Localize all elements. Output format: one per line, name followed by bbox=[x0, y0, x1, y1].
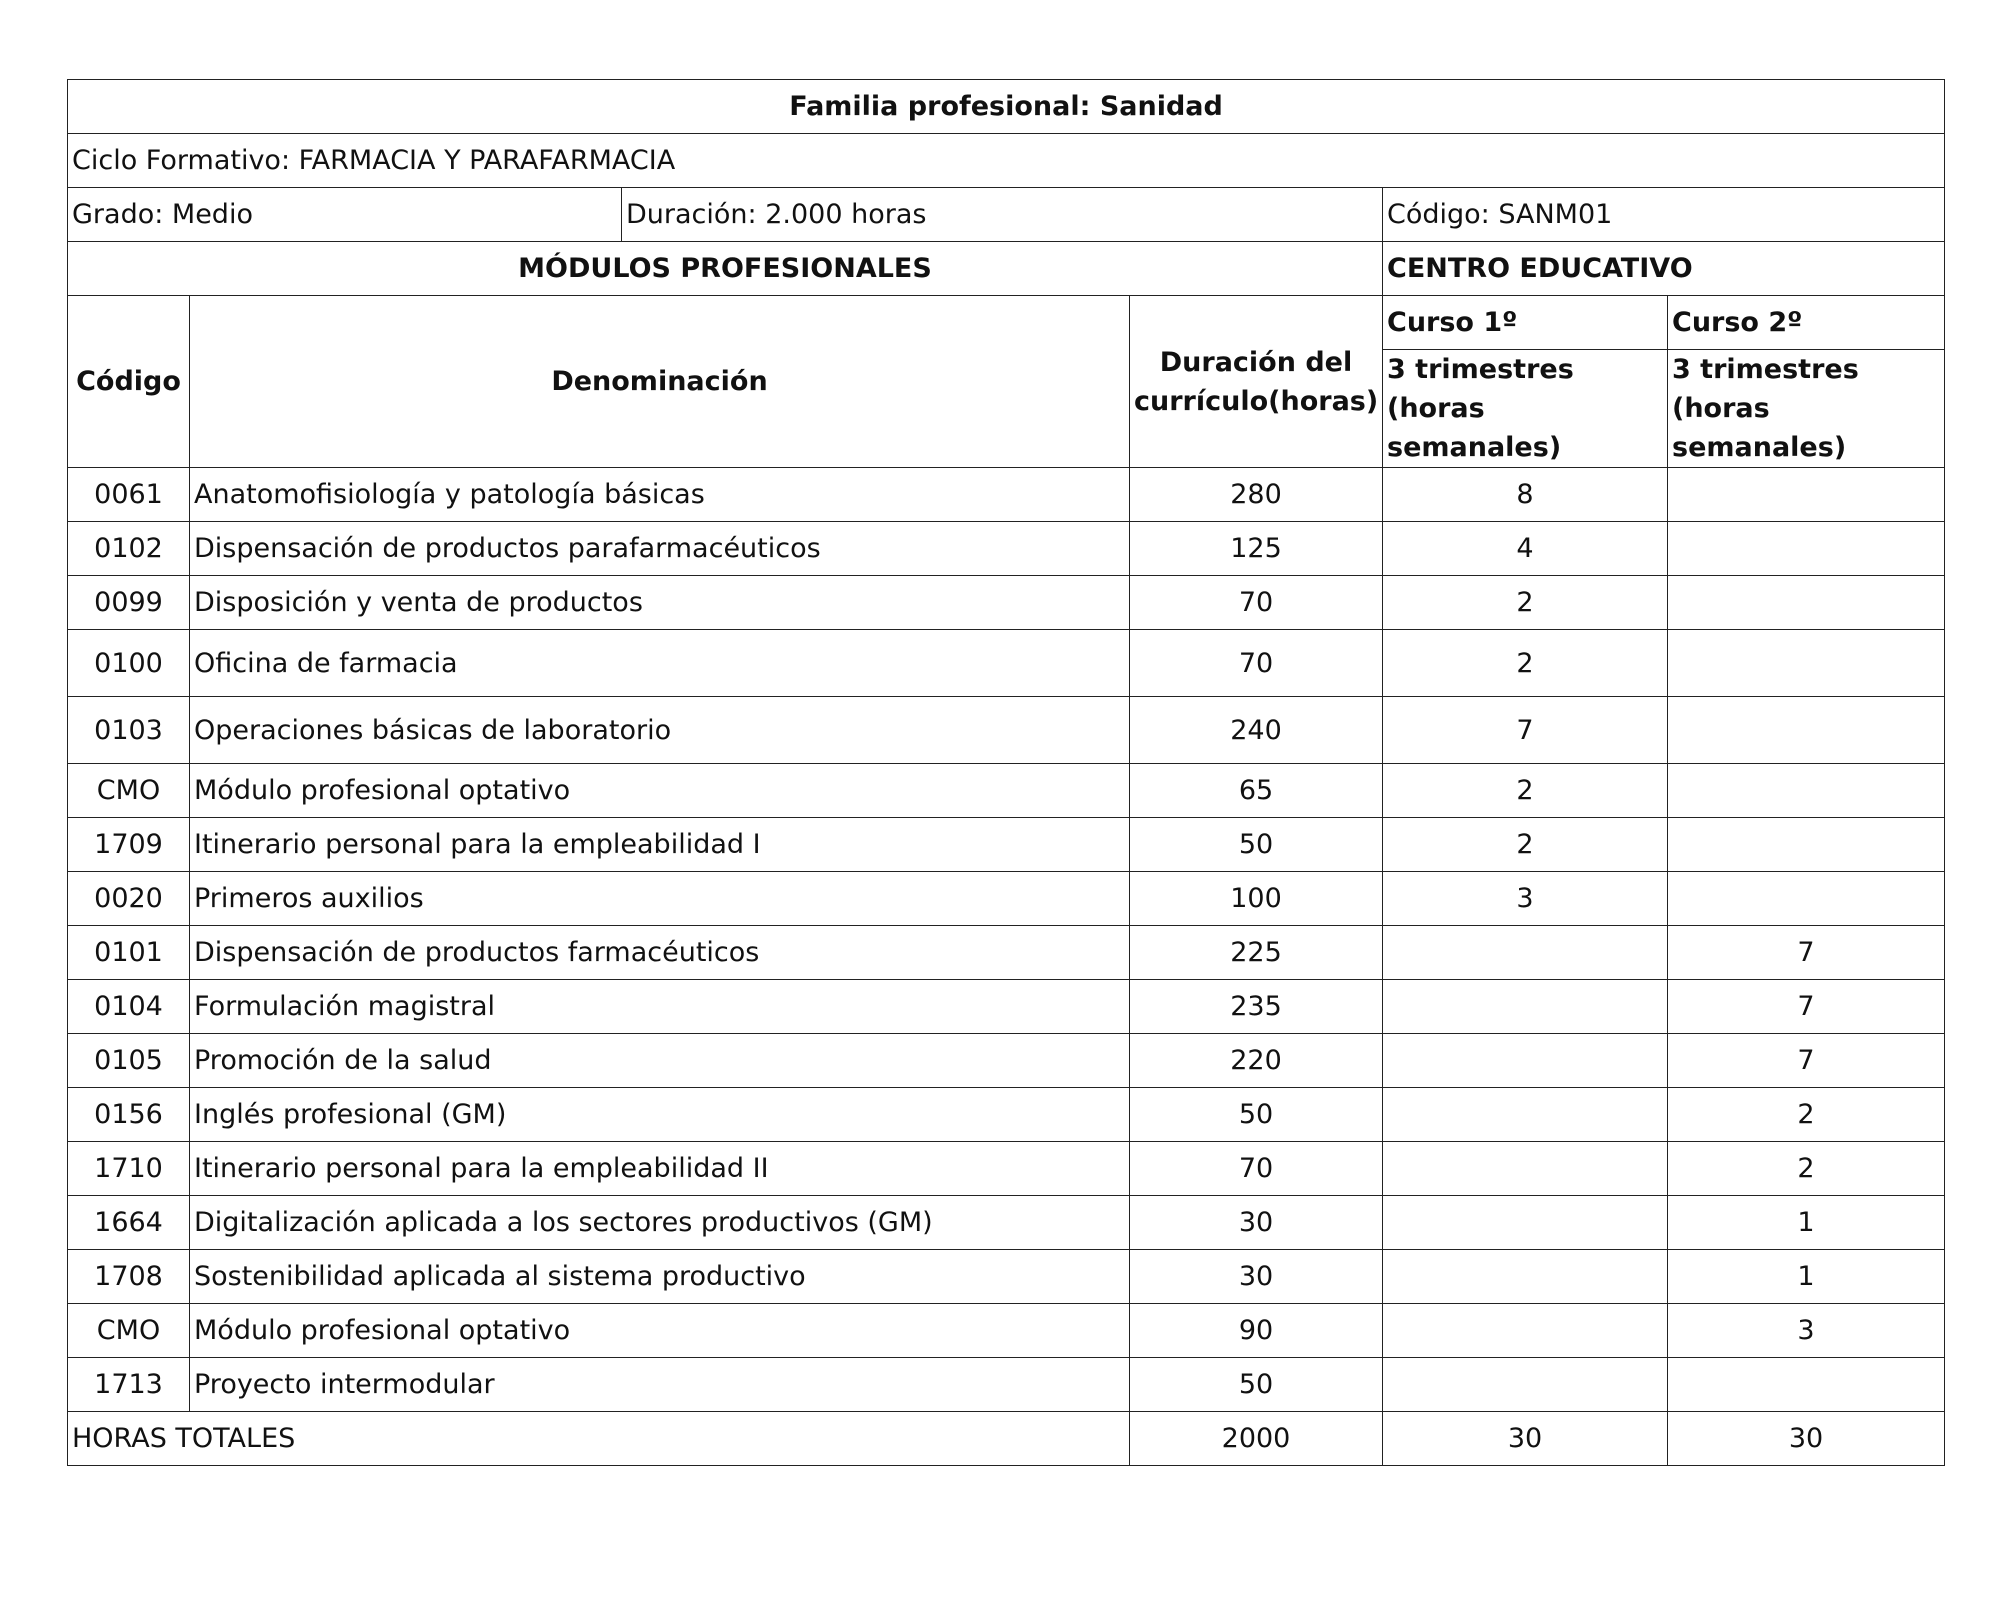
col-header-codigo: Código bbox=[68, 296, 190, 468]
cell-denominacion: Disposición y venta de productos bbox=[190, 576, 1130, 630]
cell-curso1: 7 bbox=[1383, 697, 1668, 764]
table-row bbox=[68, 1250, 1945, 1304]
cell-denominacion: Dispensación de productos farmacéuticos bbox=[190, 926, 1130, 980]
cell-denominacion: Formulación magistral bbox=[190, 980, 1130, 1034]
cell-codigo: 0061 bbox=[68, 468, 190, 522]
cell-codigo: 0102 bbox=[68, 522, 190, 576]
ciclo-formativo: Ciclo Formativo: FARMACIA Y PARAFARMACIA bbox=[68, 134, 1945, 188]
cell-duracion: 240 bbox=[1130, 697, 1383, 764]
cell-codigo: 0103 bbox=[68, 697, 190, 764]
table-row bbox=[68, 1304, 1945, 1358]
cell-codigo: 0099 bbox=[68, 576, 190, 630]
cell-codigo: 1713 bbox=[68, 1358, 190, 1412]
table-row bbox=[68, 630, 1945, 697]
table-row bbox=[68, 764, 1945, 818]
cell-duracion: 70 bbox=[1130, 576, 1383, 630]
cell-codigo: 1664 bbox=[68, 1196, 190, 1250]
cell-denominacion: Itinerario personal para la empleabilidad I bbox=[190, 818, 1130, 872]
cell-curso1 bbox=[1383, 1034, 1668, 1088]
cell-curso1: 2 bbox=[1383, 576, 1668, 630]
cell-codigo: CMO bbox=[68, 1304, 190, 1358]
totals-label: HORAS TOTALES bbox=[68, 1412, 1130, 1466]
table-row bbox=[68, 1142, 1945, 1196]
cell-duracion: 50 bbox=[1130, 818, 1383, 872]
cell-duracion: 30 bbox=[1130, 1196, 1383, 1250]
cell-curso2 bbox=[1668, 697, 1945, 764]
centro-title: CENTRO EDUCATIVO bbox=[1383, 242, 1945, 296]
table-row bbox=[68, 1196, 1945, 1250]
col-header-curso1: Curso 1º bbox=[1383, 296, 1668, 350]
familia-title: Familia profesional: Sanidad bbox=[68, 80, 1945, 134]
cell-denominacion: Inglés profesional (GM) bbox=[190, 1088, 1130, 1142]
table-row bbox=[68, 522, 1945, 576]
cell-codigo: 0020 bbox=[68, 872, 190, 926]
cell-curso2: 2 bbox=[1668, 1088, 1945, 1142]
table-row bbox=[68, 468, 1945, 522]
codigo-ciclo: Código: SANM01 bbox=[1383, 188, 1945, 242]
col-header-curso2: Curso 2º bbox=[1668, 296, 1945, 350]
cell-curso1: 2 bbox=[1383, 818, 1668, 872]
cell-codigo: 1709 bbox=[68, 818, 190, 872]
cell-curso1 bbox=[1383, 1196, 1668, 1250]
cell-denominacion: Dispensación de productos parafarmacéuticos bbox=[190, 522, 1130, 576]
cell-codigo: 1710 bbox=[68, 1142, 190, 1196]
cell-duracion: 50 bbox=[1130, 1088, 1383, 1142]
table-row bbox=[68, 926, 1945, 980]
cell-curso2: 7 bbox=[1668, 1034, 1945, 1088]
col-header-duracion: Duración del currículo(horas) bbox=[1130, 296, 1383, 468]
totals-duracion: 2000 bbox=[1130, 1412, 1383, 1466]
cell-codigo: 0104 bbox=[68, 980, 190, 1034]
cell-duracion: 235 bbox=[1130, 980, 1383, 1034]
totals-curso2: 30 bbox=[1668, 1412, 1945, 1466]
col-subheader-curso2: 3 trimestres (horas semanales) bbox=[1668, 350, 1945, 468]
cell-curso2 bbox=[1668, 522, 1945, 576]
table-row bbox=[68, 818, 1945, 872]
cell-curso2 bbox=[1668, 630, 1945, 697]
cell-denominacion: Módulo profesional optativo bbox=[190, 764, 1130, 818]
modulos-title: MÓDULOS PROFESIONALES bbox=[68, 242, 1383, 296]
cell-curso1 bbox=[1383, 926, 1668, 980]
cell-codigo: 0100 bbox=[68, 630, 190, 697]
cell-denominacion: Anatomofisiología y patología básicas bbox=[190, 468, 1130, 522]
cell-curso2: 1 bbox=[1668, 1196, 1945, 1250]
cell-duracion: 280 bbox=[1130, 468, 1383, 522]
cell-curso2 bbox=[1668, 872, 1945, 926]
cell-curso1 bbox=[1383, 1250, 1668, 1304]
cell-duracion: 225 bbox=[1130, 926, 1383, 980]
cell-curso1 bbox=[1383, 1358, 1668, 1412]
cell-duracion: 125 bbox=[1130, 522, 1383, 576]
table-row bbox=[68, 576, 1945, 630]
cell-curso1 bbox=[1383, 1088, 1668, 1142]
cell-duracion: 70 bbox=[1130, 1142, 1383, 1196]
cell-duracion: 90 bbox=[1130, 1304, 1383, 1358]
cell-curso1: 2 bbox=[1383, 764, 1668, 818]
cell-codigo: CMO bbox=[68, 764, 190, 818]
table-row bbox=[68, 1358, 1945, 1412]
cell-curso1 bbox=[1383, 1304, 1668, 1358]
table-row bbox=[68, 1088, 1945, 1142]
cell-duracion: 100 bbox=[1130, 872, 1383, 926]
table-row bbox=[68, 697, 1945, 764]
cell-codigo: 0101 bbox=[68, 926, 190, 980]
cell-duracion: 70 bbox=[1130, 630, 1383, 697]
cell-codigo: 1708 bbox=[68, 1250, 190, 1304]
duracion-total: Duración: 2.000 horas bbox=[622, 188, 1383, 242]
cell-denominacion: Itinerario personal para la empleabilidad II bbox=[190, 1142, 1130, 1196]
cell-denominacion: Promoción de la salud bbox=[190, 1034, 1130, 1088]
cell-denominacion: Digitalización aplicada a los sectores productivos (GM) bbox=[190, 1196, 1130, 1250]
cell-duracion: 65 bbox=[1130, 764, 1383, 818]
cell-curso1 bbox=[1383, 1142, 1668, 1196]
cell-curso2 bbox=[1668, 764, 1945, 818]
totals-curso1: 30 bbox=[1383, 1412, 1668, 1466]
cell-denominacion: Sostenibilidad aplicada al sistema productivo bbox=[190, 1250, 1130, 1304]
cell-curso1: 2 bbox=[1383, 630, 1668, 697]
totals-row bbox=[68, 1412, 1945, 1466]
cell-curso2 bbox=[1668, 1358, 1945, 1412]
cell-codigo: 0156 bbox=[68, 1088, 190, 1142]
cell-curso2 bbox=[1668, 818, 1945, 872]
table-row bbox=[68, 1034, 1945, 1088]
cell-curso2: 2 bbox=[1668, 1142, 1945, 1196]
cell-curso1: 3 bbox=[1383, 872, 1668, 926]
modules-table bbox=[67, 79, 1945, 1466]
cell-curso2 bbox=[1668, 576, 1945, 630]
cell-curso1: 8 bbox=[1383, 468, 1668, 522]
cell-duracion: 50 bbox=[1130, 1358, 1383, 1412]
cell-duracion: 30 bbox=[1130, 1250, 1383, 1304]
cell-curso1 bbox=[1383, 980, 1668, 1034]
cell-curso2: 1 bbox=[1668, 1250, 1945, 1304]
cell-curso1: 4 bbox=[1383, 522, 1668, 576]
col-subheader-curso1: 3 trimestres (horas semanales) bbox=[1383, 350, 1668, 468]
cell-duracion: 220 bbox=[1130, 1034, 1383, 1088]
cell-curso2: 3 bbox=[1668, 1304, 1945, 1358]
grado: Grado: Medio bbox=[68, 188, 622, 242]
cell-codigo: 0105 bbox=[68, 1034, 190, 1088]
cell-curso2 bbox=[1668, 468, 1945, 522]
cell-denominacion: Oficina de farmacia bbox=[190, 630, 1130, 697]
table-row bbox=[68, 872, 1945, 926]
table-row bbox=[68, 980, 1945, 1034]
cell-denominacion: Módulo profesional optativo bbox=[190, 1304, 1130, 1358]
cell-denominacion: Operaciones básicas de laboratorio bbox=[190, 697, 1130, 764]
cell-curso2: 7 bbox=[1668, 926, 1945, 980]
cell-curso2: 7 bbox=[1668, 980, 1945, 1034]
cell-denominacion: Primeros auxilios bbox=[190, 872, 1130, 926]
col-header-denominacion: Denominación bbox=[190, 296, 1130, 468]
cell-denominacion: Proyecto intermodular bbox=[190, 1358, 1130, 1412]
